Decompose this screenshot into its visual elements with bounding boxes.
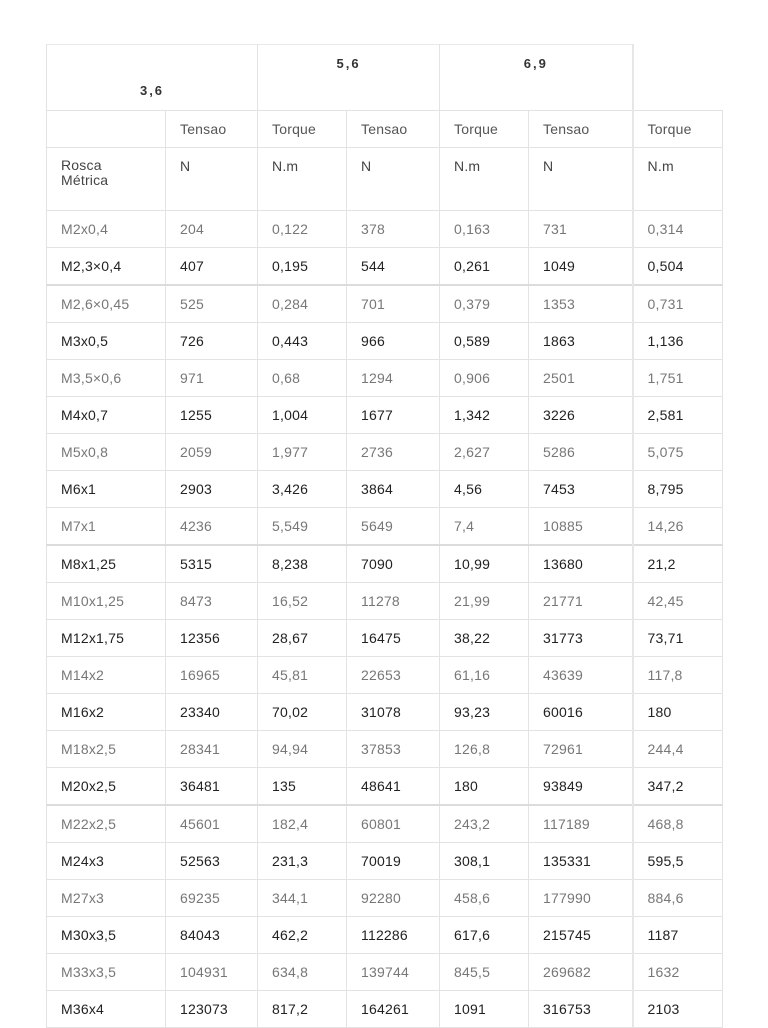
subheader-cell: Tensao [347,111,440,148]
subheader-cell: Tensao [166,111,258,148]
value-cell: 92280 [347,880,440,917]
table-body [47,211,723,1028]
value-cell: 13680 [529,545,633,583]
unit-cell: N [529,148,633,211]
value-cell: 0,261 [440,248,529,286]
value-cell: 1294 [347,360,440,397]
value-cell: 1091 [440,991,529,1028]
value-cell: 617,6 [440,917,529,954]
value-cell: 7453 [529,471,633,508]
value-cell: 316753 [529,991,633,1028]
value-cell: 61,16 [440,657,529,694]
thread-size-cell: M2x0,4 [47,211,166,248]
subheader-cell: Torque [258,111,347,148]
table-row [47,583,723,620]
value-cell: 5649 [347,508,440,546]
group-header-5-6: 5,6 [258,45,440,111]
value-cell: 2059 [166,434,258,471]
value-cell: 1863 [529,323,633,360]
value-cell: 2736 [347,434,440,471]
unit-cell: N [347,148,440,211]
thread-size-cell: M33x3,5 [47,954,166,991]
value-cell: 2903 [166,471,258,508]
value-cell: 8,238 [258,545,347,583]
subheader-cell [47,111,166,148]
value-cell: 966 [347,323,440,360]
group-header-6-9: 6,9 [440,45,633,111]
value-cell: 407 [166,248,258,286]
value-cell: 462,2 [258,917,347,954]
value-cell: 5286 [529,434,633,471]
thread-size-cell: M18x2,5 [47,731,166,768]
thread-size-cell: M4x0,7 [47,397,166,434]
unit-cell: N.m [440,148,529,211]
value-cell: 347,2 [633,768,723,806]
thread-size-cell: M7x1 [47,508,166,546]
value-cell: 971 [166,360,258,397]
thread-size-cell: M30x3,5 [47,917,166,954]
torque-table [46,44,723,1028]
value-cell: 884,6 [633,880,723,917]
value-cell: 60801 [347,805,440,843]
value-cell: 31078 [347,694,440,731]
table-row [47,954,723,991]
thread-size-cell: M12x1,75 [47,620,166,657]
value-cell: 817,2 [258,991,347,1028]
value-cell: 1255 [166,397,258,434]
value-cell: 45601 [166,805,258,843]
value-cell: 8473 [166,583,258,620]
value-cell: 2103 [633,991,723,1028]
value-cell: 94,94 [258,731,347,768]
value-cell: 1632 [633,954,723,991]
value-cell: 112286 [347,917,440,954]
value-cell: 16,52 [258,583,347,620]
thread-size-cell: M16x2 [47,694,166,731]
value-cell: 231,3 [258,843,347,880]
value-cell: 0,379 [440,285,529,323]
value-cell: 182,4 [258,805,347,843]
value-cell: 4,56 [440,471,529,508]
value-cell: 0,504 [633,248,723,286]
value-cell: 1353 [529,285,633,323]
value-cell: 139744 [347,954,440,991]
value-cell: 1,004 [258,397,347,434]
value-cell: 48641 [347,768,440,806]
value-cell: 4236 [166,508,258,546]
subheader-row [47,111,723,148]
value-cell: 1049 [529,248,633,286]
value-cell: 45,81 [258,657,347,694]
value-cell: 10,99 [440,545,529,583]
value-cell: 14,26 [633,508,723,546]
value-cell: 1,977 [258,434,347,471]
value-cell: 37853 [347,731,440,768]
value-cell: 70019 [347,843,440,880]
value-cell: 845,5 [440,954,529,991]
table-row [47,285,723,323]
value-cell: 0,589 [440,323,529,360]
value-cell: 1,751 [633,360,723,397]
thread-size-cell: M36x4 [47,991,166,1028]
table-row [47,843,723,880]
value-cell: 1187 [633,917,723,954]
value-cell: 0,284 [258,285,347,323]
value-cell: 11278 [347,583,440,620]
table-row [47,211,723,248]
value-cell: 204 [166,211,258,248]
value-cell: 28,67 [258,620,347,657]
value-cell: 0,68 [258,360,347,397]
value-cell: 269682 [529,954,633,991]
value-cell: 16475 [347,620,440,657]
subheader-cell: Torque [633,111,723,148]
value-cell: 595,5 [633,843,723,880]
thread-size-cell: M2,3×0,4 [47,248,166,286]
thread-size-cell: M2,6×0,45 [47,285,166,323]
table-row [47,620,723,657]
value-cell: 117,8 [633,657,723,694]
value-cell: 135 [258,768,347,806]
group-header-row [47,45,723,111]
value-cell: 344,1 [258,880,347,917]
thread-size-cell: M5x0,8 [47,434,166,471]
value-cell: 73,71 [633,620,723,657]
value-cell: 16965 [166,657,258,694]
torque-table-container [46,44,722,1017]
value-cell: 458,6 [440,880,529,917]
thread-size-cell: M20x2,5 [47,768,166,806]
value-cell: 0,906 [440,360,529,397]
table-row [47,880,723,917]
group-header-3-6: 3,6 [47,45,258,111]
value-cell: 2,627 [440,434,529,471]
value-cell: 84043 [166,917,258,954]
value-cell: 2501 [529,360,633,397]
table-row [47,917,723,954]
value-cell: 104931 [166,954,258,991]
thread-size-cell: M14x2 [47,657,166,694]
value-cell: 28341 [166,731,258,768]
unit-cell: Rosca Métrica [47,148,166,211]
value-cell: 0,122 [258,211,347,248]
value-cell: 70,02 [258,694,347,731]
value-cell: 36481 [166,768,258,806]
value-cell: 72961 [529,731,633,768]
unit-row [47,148,723,211]
value-cell: 5,075 [633,434,723,471]
table-row [47,508,723,546]
value-cell: 60016 [529,694,633,731]
table-row [47,323,723,360]
value-cell: 2,581 [633,397,723,434]
value-cell: 31773 [529,620,633,657]
value-cell: 244,4 [633,731,723,768]
thread-size-cell: M22x2,5 [47,805,166,843]
value-cell: 215745 [529,917,633,954]
value-cell: 180 [633,694,723,731]
table-row [47,991,723,1028]
thread-size-cell: M3,5×0,6 [47,360,166,397]
table-row [47,768,723,806]
value-cell: 8,795 [633,471,723,508]
value-cell: 22653 [347,657,440,694]
value-cell: 378 [347,211,440,248]
value-cell: 12356 [166,620,258,657]
value-cell: 42,45 [633,583,723,620]
table-row [47,731,723,768]
thread-size-cell: M3x0,5 [47,323,166,360]
unit-cell: N.m [258,148,347,211]
value-cell: 308,1 [440,843,529,880]
thread-size-cell: M8x1,25 [47,545,166,583]
value-cell: 180 [440,768,529,806]
value-cell: 243,2 [440,805,529,843]
value-cell: 0,443 [258,323,347,360]
value-cell: 177990 [529,880,633,917]
table-row [47,248,723,286]
table-row [47,471,723,508]
value-cell: 7,4 [440,508,529,546]
value-cell: 3864 [347,471,440,508]
value-cell: 43639 [529,657,633,694]
table-row [47,545,723,583]
group-header-empty [633,45,723,111]
value-cell: 5,549 [258,508,347,546]
table-row [47,397,723,434]
value-cell: 0,731 [633,285,723,323]
thread-size-cell: M24x3 [47,843,166,880]
thread-size-cell: M6x1 [47,471,166,508]
value-cell: 10885 [529,508,633,546]
unit-cell: N.m [633,148,723,211]
value-cell: 93849 [529,768,633,806]
value-cell: 38,22 [440,620,529,657]
value-cell: 5315 [166,545,258,583]
value-cell: 701 [347,285,440,323]
table-row [47,360,723,397]
value-cell: 726 [166,323,258,360]
thread-size-cell: M10x1,25 [47,583,166,620]
unit-cell: N [166,148,258,211]
value-cell: 7090 [347,545,440,583]
value-cell: 0,314 [633,211,723,248]
value-cell: 525 [166,285,258,323]
value-cell: 117189 [529,805,633,843]
table-row [47,694,723,731]
value-cell: 1,342 [440,397,529,434]
value-cell: 135331 [529,843,633,880]
subheader-cell: Tensao [529,111,633,148]
value-cell: 0,195 [258,248,347,286]
value-cell: 69235 [166,880,258,917]
value-cell: 1677 [347,397,440,434]
table-row [47,657,723,694]
value-cell: 126,8 [440,731,529,768]
value-cell: 0,163 [440,211,529,248]
table-row [47,434,723,471]
subheader-cell: Torque [440,111,529,148]
value-cell: 23340 [166,694,258,731]
thread-size-cell: M27x3 [47,880,166,917]
value-cell: 93,23 [440,694,529,731]
value-cell: 21771 [529,583,633,620]
value-cell: 52563 [166,843,258,880]
value-cell: 1,136 [633,323,723,360]
value-cell: 544 [347,248,440,286]
value-cell: 634,8 [258,954,347,991]
value-cell: 3226 [529,397,633,434]
value-cell: 3,426 [258,471,347,508]
value-cell: 123073 [166,991,258,1028]
value-cell: 21,2 [633,545,723,583]
table-row [47,805,723,843]
value-cell: 21,99 [440,583,529,620]
value-cell: 468,8 [633,805,723,843]
value-cell: 164261 [347,991,440,1028]
value-cell: 731 [529,211,633,248]
